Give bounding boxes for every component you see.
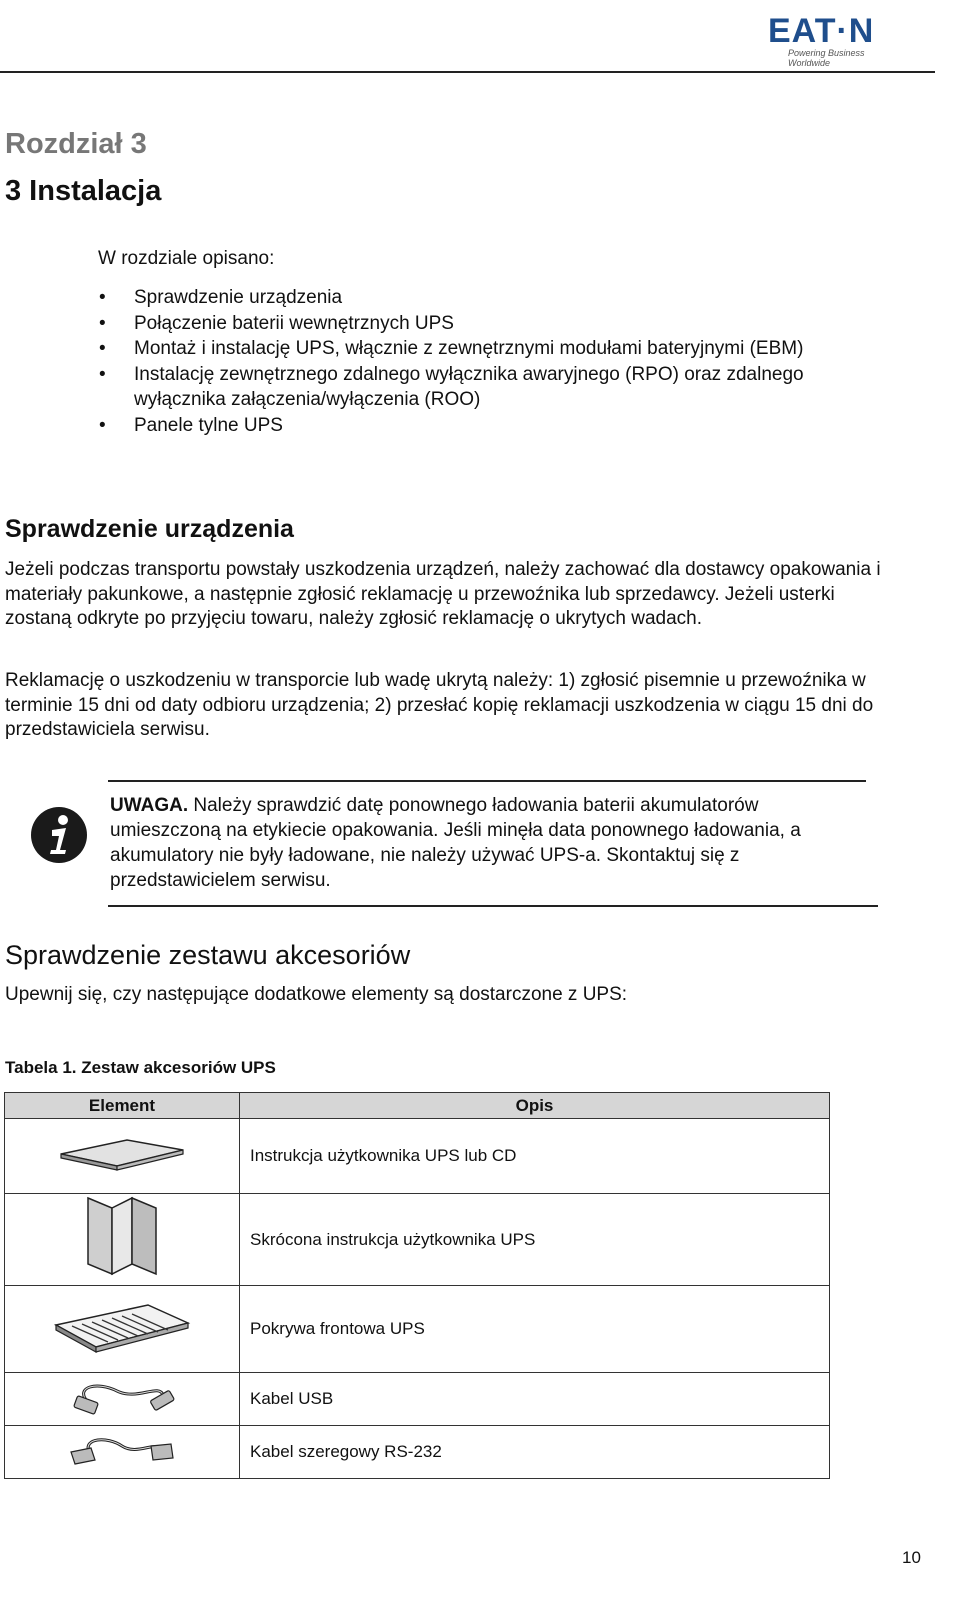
logo-tagline: Powering Business Worldwide (788, 48, 865, 68)
note-text (110, 793, 870, 893)
element-cell (5, 1119, 240, 1194)
manual-cd-icon (57, 1134, 187, 1174)
table-row (5, 1373, 830, 1426)
column-header-element: Element (5, 1093, 240, 1119)
inspection-paragraph-2: Reklamację o uszkodzeniu w transporcie lub wadę ukrytą należy: 1) zgłosić pisemnie u przewoźnika w terminie 15 dni od daty odbioru urządzenia; 2) przesłać kopię reklamacji uszkodzenia w ciągu 15 dni do przedstawiciela serwisu. (5, 670, 874, 740)
note-body: Należy sprawdzić datę ponownego ładowania baterii akumulatorów umieszczoną na etykiecie opakowania. Jeśli minęła data ponownego ładowania, a akumulatory nie były ładowane, nie należy używać UPS-a. Skontaktuj się z przedstawicielem serwisu. (110, 795, 801, 891)
accessory-table (4, 1092, 830, 1479)
chapter-title: 3 Instalacja (5, 175, 162, 207)
chapter-contents-list (98, 285, 858, 438)
front-cover-icon (52, 1299, 192, 1355)
eaton-logo (768, 12, 903, 68)
description-cell: Skrócona instrukcja użytkownika UPS (240, 1194, 830, 1286)
list-item: • Sprawdzenie urządzenia (98, 285, 858, 311)
description-cell: Instrukcja użytkownika UPS lub CD (240, 1119, 830, 1194)
note-bottom-rule (108, 905, 878, 907)
table-row (5, 1119, 830, 1194)
description-cell: Kabel szeregowy RS-232 (240, 1426, 830, 1479)
header-divider (0, 71, 935, 73)
info-icon (30, 806, 88, 864)
note-top-rule (108, 780, 866, 782)
list-item: • Montaż i instalację UPS, włącznie z zewnętrznymi modułami bateryjnymi (EBM) (98, 336, 858, 362)
description-cell: Kabel USB (240, 1373, 830, 1426)
section-heading-inspection: Sprawdzenie urządzenia (5, 515, 294, 543)
logo-text: EAT·N (768, 12, 875, 50)
description-cell: Pokrywa frontowa UPS (240, 1286, 830, 1373)
accessories-paragraph: Upewnij się, czy następujące dodatkowe elementy są dostarczone z UPS: (5, 984, 628, 1005)
element-cell (5, 1373, 240, 1426)
chapter-label: Rozdział 3 (5, 128, 147, 160)
column-header-description: Opis (240, 1093, 830, 1119)
list-item: • Panele tylne UPS (98, 413, 858, 439)
inspection-paragraph-1: Jeżeli podczas transportu powstały uszkodzenia urządzeń, należy zachować dla dostawcy opakowania i materiały pakunkowe, a następnie zgłosić reklamację u przewoźnika lub sprzedawcy. Jeżeli usterki zostaną odkryte po przyjęciu towaru, należy zgłosić reklamację o ukrytych wadach. (5, 559, 881, 629)
serial-cable-icon (67, 1430, 177, 1470)
quick-guide-icon (82, 1194, 162, 1280)
table-row (5, 1194, 830, 1286)
table-row (5, 1286, 830, 1373)
element-cell (5, 1426, 240, 1479)
element-cell (5, 1286, 240, 1373)
element-cell (5, 1194, 240, 1286)
list-item: • Połączenie baterii wewnętrznych UPS (98, 311, 858, 337)
page-number: 10 (902, 1548, 921, 1567)
intro-lead: W rozdziale opisano: (98, 248, 275, 269)
section-heading-accessories: Sprawdzenie zestawu akcesoriów (5, 940, 411, 970)
table-header-row (5, 1093, 830, 1119)
table-caption: Tabela 1. Zestaw akcesoriów UPS (5, 1058, 276, 1077)
table-row (5, 1426, 830, 1479)
usb-cable-icon (67, 1377, 177, 1417)
list-item: • Instalację zewnętrznego zdalnego wyłącznika awaryjnego (RPO) oraz zdalnego wyłącznika załączenia/wyłączenia (ROO) (98, 362, 858, 413)
note-label: UWAGA. (110, 795, 189, 816)
